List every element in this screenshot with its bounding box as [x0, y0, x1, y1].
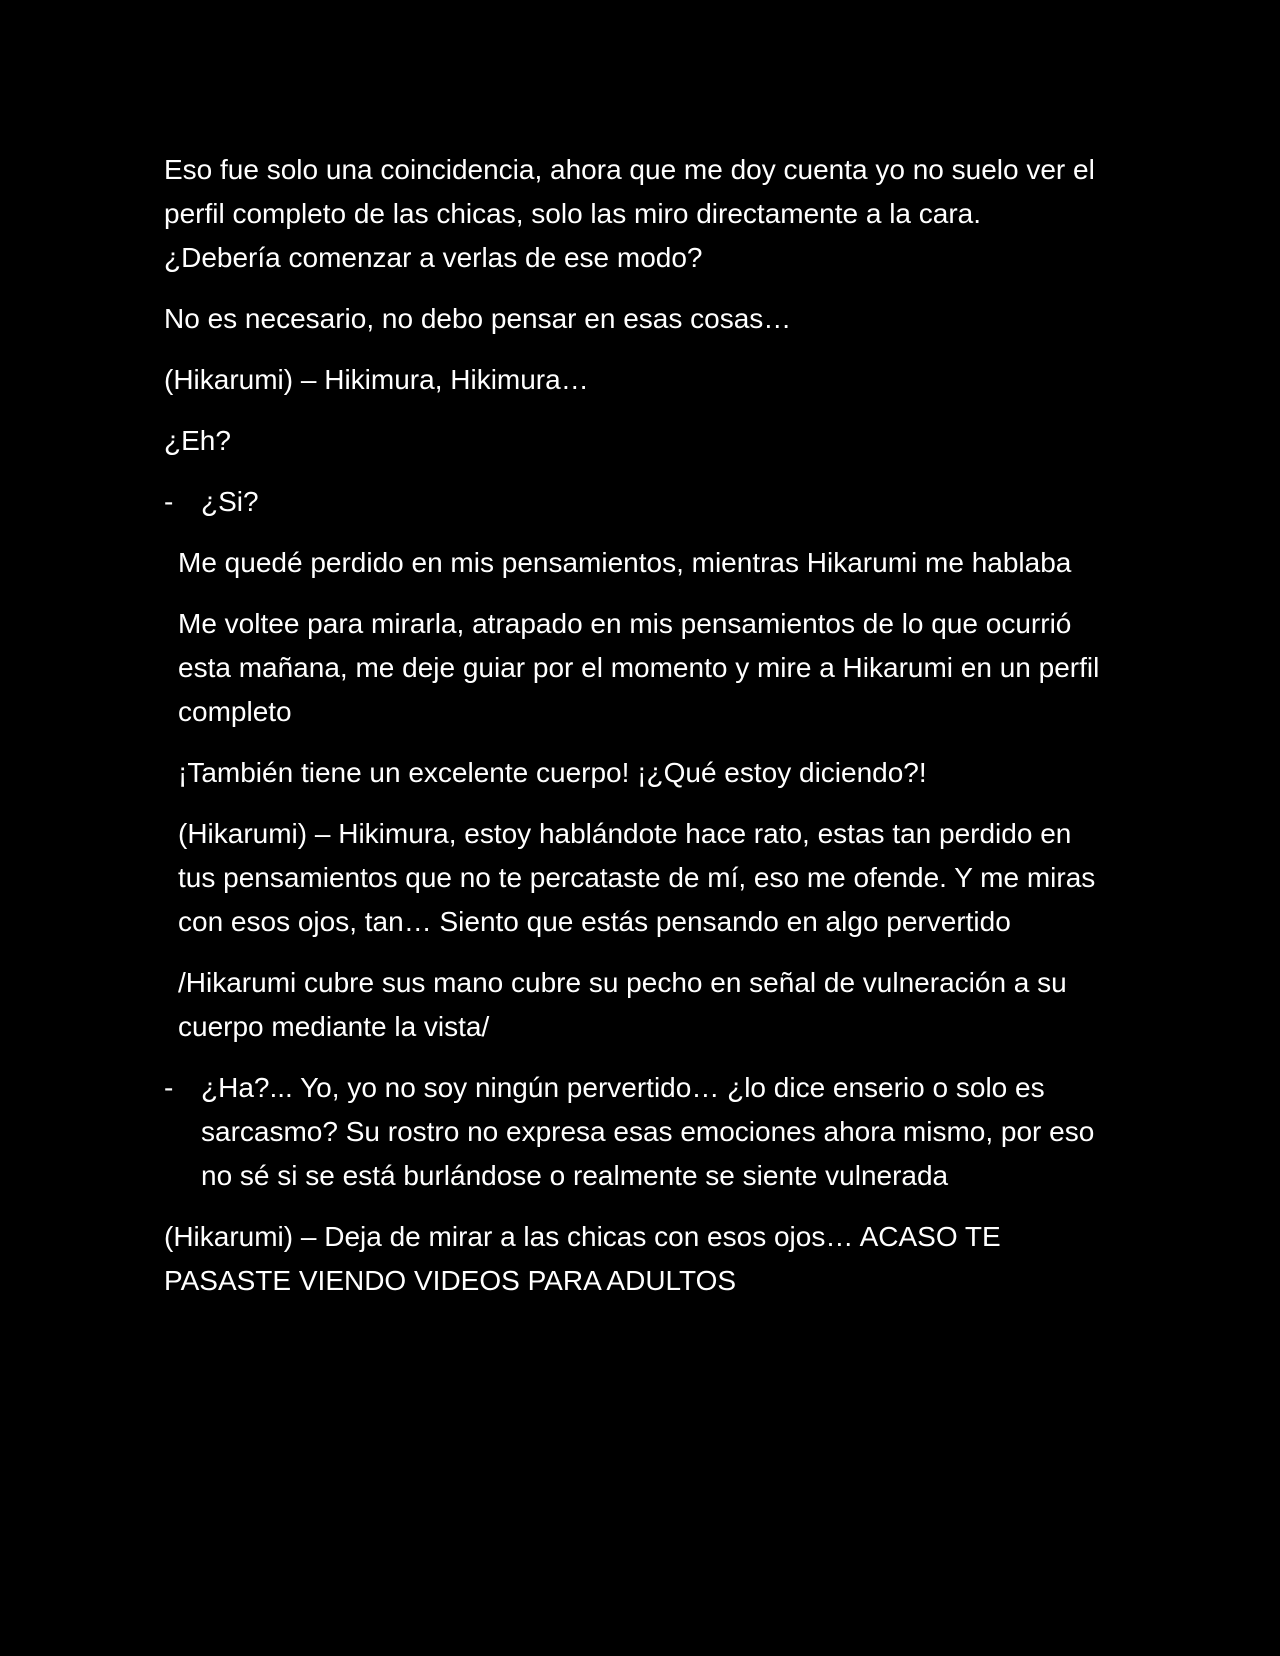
- paragraph-1: Eso fue solo una coincidencia, ahora que me doy cuenta yo no suelo ver el perfil completo de las chicas, solo las miro directamente a la cara. ¿Debería comenzar a verlas de ese modo?: [164, 154, 1095, 273]
- paragraph-4: Me quedé perdido en mis pensamientos, mientras Hikarumi me hablaba: [178, 547, 1072, 578]
- bullet-dash: -: [164, 486, 174, 517]
- bullet-text: ¿Si?: [201, 486, 259, 517]
- paragraph-5: Me voltee para mirarla, atrapado en mis pensamientos de lo que ocurrió esta mañana, me deje guiar por el momento y mire a Hikarumi en un perfil completo: [178, 608, 1100, 727]
- dialogue-line-2: (Hikarumi) – Hikimura, estoy hablándote hace rato, estas tan perdido en tus pensamientos que no te percataste de mí, eso me ofende. Y me miras con esos ojos, tan… Siento que estás pensando en algo pervertido: [178, 818, 1096, 937]
- dialogue-line-1: (Hikarumi) – Hikimura, Hikimura…: [164, 364, 589, 395]
- paragraph-6: ¡También tiene un excelente cuerpo! ¡¿Qué estoy diciendo?!: [178, 757, 927, 788]
- paragraph-3: ¿Eh?: [164, 425, 231, 456]
- dialogue-bullet-1: [164, 480, 1104, 524]
- dialogue-bullet-2: [164, 1066, 1104, 1198]
- bullet-dash: -: [164, 1072, 174, 1103]
- bullet-text: ¿Ha?... Yo, yo no soy ningún pervertido… ¿lo dice enserio o solo es sarcasmo? Su rostro no expresa esas emociones ahora mismo, por eso no sé si se está burlándose o realmente se siente vulnerada: [201, 1072, 1095, 1191]
- paragraph-2: No es necesario, no debo pensar en esas cosas…: [164, 303, 792, 334]
- dialogue-line-3: (Hikarumi) – Deja de mirar a las chicas con esos ojos… ACASO TE PASASTE VIENDO VIDEOS PARA ADULTOS: [164, 1221, 1001, 1296]
- stage-direction: /Hikarumi cubre sus mano cubre su pecho en señal de vulneración a su cuerpo mediante la vista/: [178, 967, 1067, 1042]
- document-body: [164, 148, 1104, 1320]
